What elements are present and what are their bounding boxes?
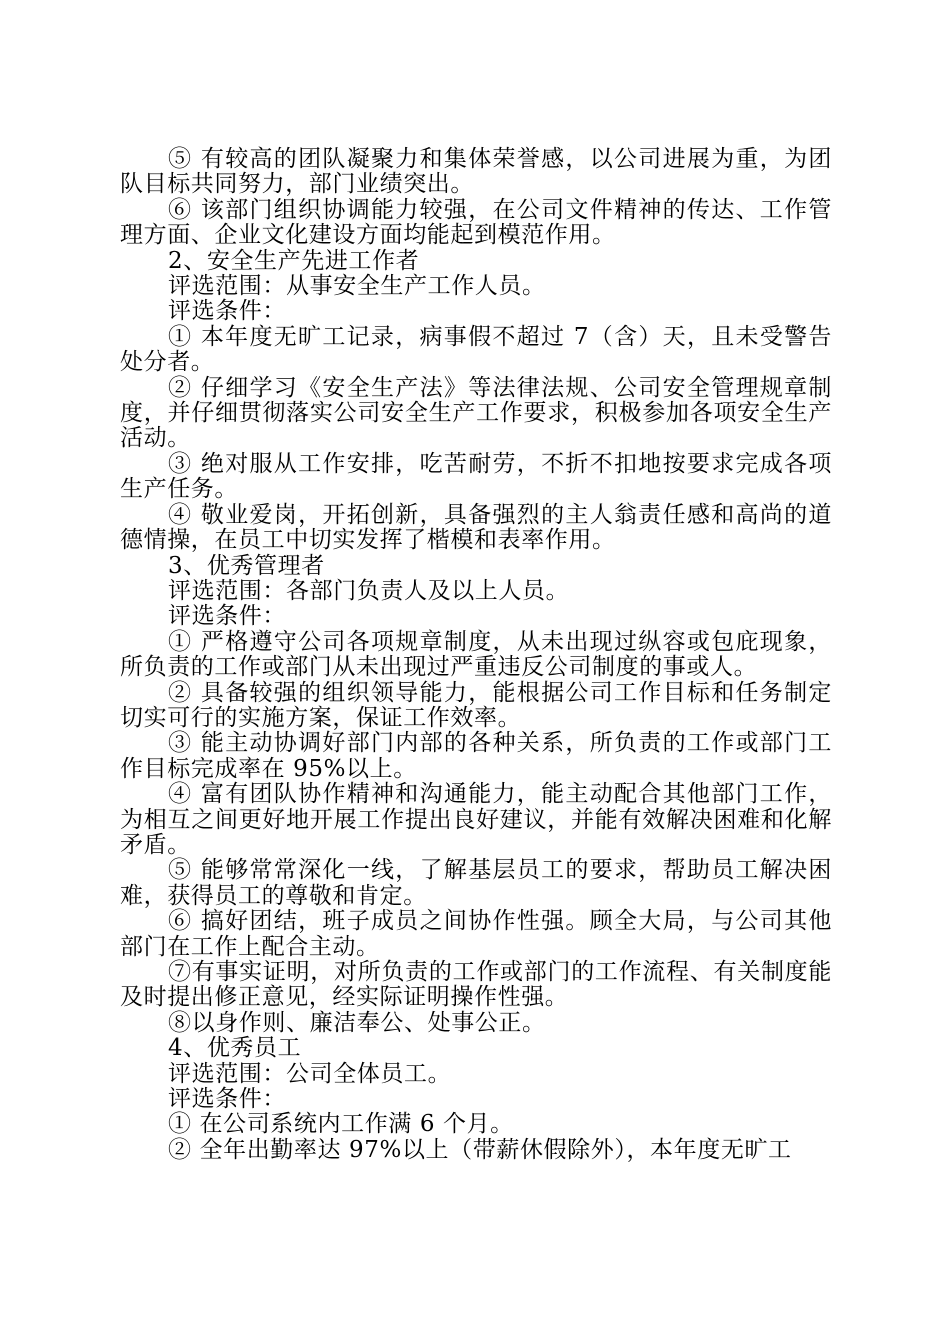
paragraph: ③ 绝对服从工作安排，吃苦耐劳，不折不扣地按要求完成各项生产任务。 <box>120 450 832 503</box>
paragraph: ⑤ 有较高的团队凝聚力和集体荣誉感，以公司进展为重，为团队目标共同努力，部门业绩突出。 <box>120 146 832 198</box>
paragraph: ② 仔细学习《安全生产法》等法律法规、公司安全管理规章制度，并仔细贯彻落实公司安全生产工作要求，积极参加各项安全生产活动。 <box>120 374 832 452</box>
paragraph: ① 在公司系统内工作满 6 个月。 <box>168 1111 514 1138</box>
document-body <box>120 147 832 1163</box>
paragraph: 评选范围：从事安全生产工作人员。 <box>168 273 546 300</box>
paragraph: ⑥ 搞好团结，班子成员之间协作性强。顾全大局，与公司其他部门在工作上配合主动。 <box>120 908 832 960</box>
paragraph: ③ 能主动协调好部门内部的各种关系，所负责的工作或部门工作目标完成率在 95%以上。 <box>120 730 832 782</box>
section-heading: 3、优秀管理者 <box>168 552 325 579</box>
section-heading: 2、安全生产先进工作者 <box>168 247 420 274</box>
paragraph: 评选范围：各部门负责人及以上人员。 <box>168 577 570 604</box>
paragraph: ⑥ 该部门组织协调能力较强，在公司文件精神的传达、工作管理方面、企业文化建设方面均能起到模范作用。 <box>120 196 832 249</box>
paragraph: ⑤ 能够常常深化一线，了解基层员工的要求，帮助员工解决困难，获得员工的尊敬和肯定。 <box>120 857 832 909</box>
section-heading: 4、优秀员工 <box>168 1035 302 1062</box>
paragraph: 评选条件： <box>168 1086 286 1113</box>
paragraph: 评选条件： <box>168 298 286 325</box>
paragraph: 评选范围：公司全体员工。 <box>168 1060 452 1087</box>
paragraph: ② 全年出勤率达 97%以上（带薪休假除外），本年度无旷工 <box>168 1136 792 1163</box>
paragraph: ④ 富有团队协作精神和沟通能力，能主动配合其他部门工作，为相互之间更好地开展工作提出良好建议，并能有效解决困难和化解矛盾。 <box>120 781 832 858</box>
paragraph: ⑦有事实证明，对所负责的工作或部门的工作流程、有关制度能及时提出修正意见，经实际证明操作性强。 <box>120 959 832 1011</box>
paragraph: 评选条件： <box>168 603 286 630</box>
paragraph: ⑧以身作则、廉洁奉公、处事公正。 <box>168 1009 546 1036</box>
paragraph: ② 具备较强的组织领导能力，能根据公司工作目标和任务制定切实可行的实施方案，保证工作效率。 <box>120 679 832 731</box>
paragraph: ① 严格遵守公司各项规章制度，从未出现过纵容或包庇现象，所负责的工作或部门从未出现过严重违反公司制度的事或人。 <box>120 628 832 681</box>
paragraph: ① 本年度无旷工记录，病事假不超过 7（含）天，且未受警告处分者。 <box>120 323 832 376</box>
paragraph: ④ 敬业爱岗，开拓创新，具备强烈的主人翁责任感和高尚的道德情操，在员工中切实发挥了楷模和表率作用。 <box>120 501 832 554</box>
